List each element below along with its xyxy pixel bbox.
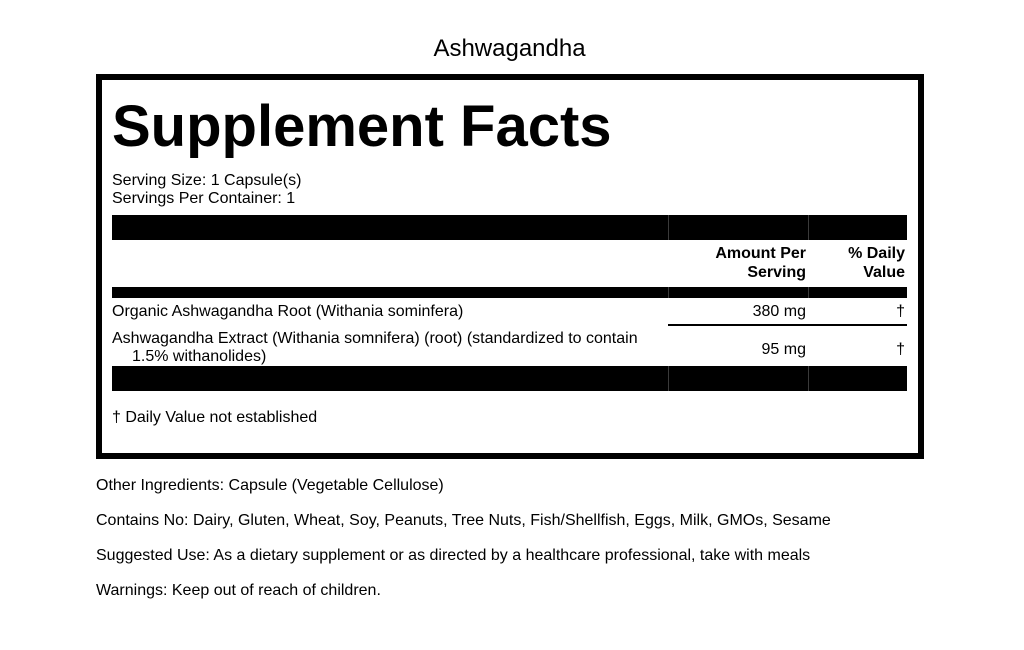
header-bar: [112, 215, 907, 240]
column-separator: [668, 215, 669, 240]
supplement-facts-panel: [96, 74, 924, 459]
contains-no: Contains No: Dairy, Gluten, Wheat, Soy, Peanuts, Tree Nuts, Fish/Shellfish, Eggs, Milk, GMOs, Sesame: [96, 512, 831, 529]
suggested-use: Suggested Use: As a dietary supplement or as directed by a healthcare professional, take with meals: [96, 547, 811, 564]
ingredient-row: [112, 302, 907, 322]
divider-bar: [112, 287, 907, 298]
daily-value-footnote: † Daily Value not established: [112, 409, 318, 426]
serving-size: Serving Size: 1 Capsule(s): [112, 172, 302, 189]
column-separator: [808, 287, 809, 298]
footer-bar: [112, 366, 907, 391]
ingredient-row: [112, 328, 907, 366]
ingredient-amount: 380 mg: [752, 303, 806, 320]
product-name: Ashwagandha: [433, 35, 586, 62]
ingredient-amount: 95 mg: [761, 341, 806, 358]
column-separator: [808, 215, 809, 240]
daily-value-header: % Daily Value: [848, 245, 905, 281]
column-separator: [808, 366, 809, 391]
ingredient-daily-value: †: [896, 303, 905, 320]
amount-per-serving-header: Amount Per Serving: [715, 245, 806, 281]
ingredient-daily-value: †: [896, 341, 905, 358]
facts-title: Supplement Facts: [112, 94, 612, 159]
serving-info: [112, 172, 301, 208]
column-separator: [668, 366, 669, 391]
row-divider: [668, 324, 907, 326]
ingredient-name: Organic Ashwagandha Root (Withania sominfera): [112, 303, 464, 320]
servings-per-container: Servings Per Container: 1: [112, 190, 296, 207]
other-ingredients: Other Ingredients: Capsule (Vegetable Cellulose): [96, 477, 444, 494]
ingredient-name: Ashwagandha Extract (Withania somnifera) (root) (standardized to contain 1.5% withanolides): [112, 330, 638, 365]
warnings: Warnings: Keep out of reach of children.: [96, 582, 381, 599]
column-separator: [668, 287, 669, 298]
